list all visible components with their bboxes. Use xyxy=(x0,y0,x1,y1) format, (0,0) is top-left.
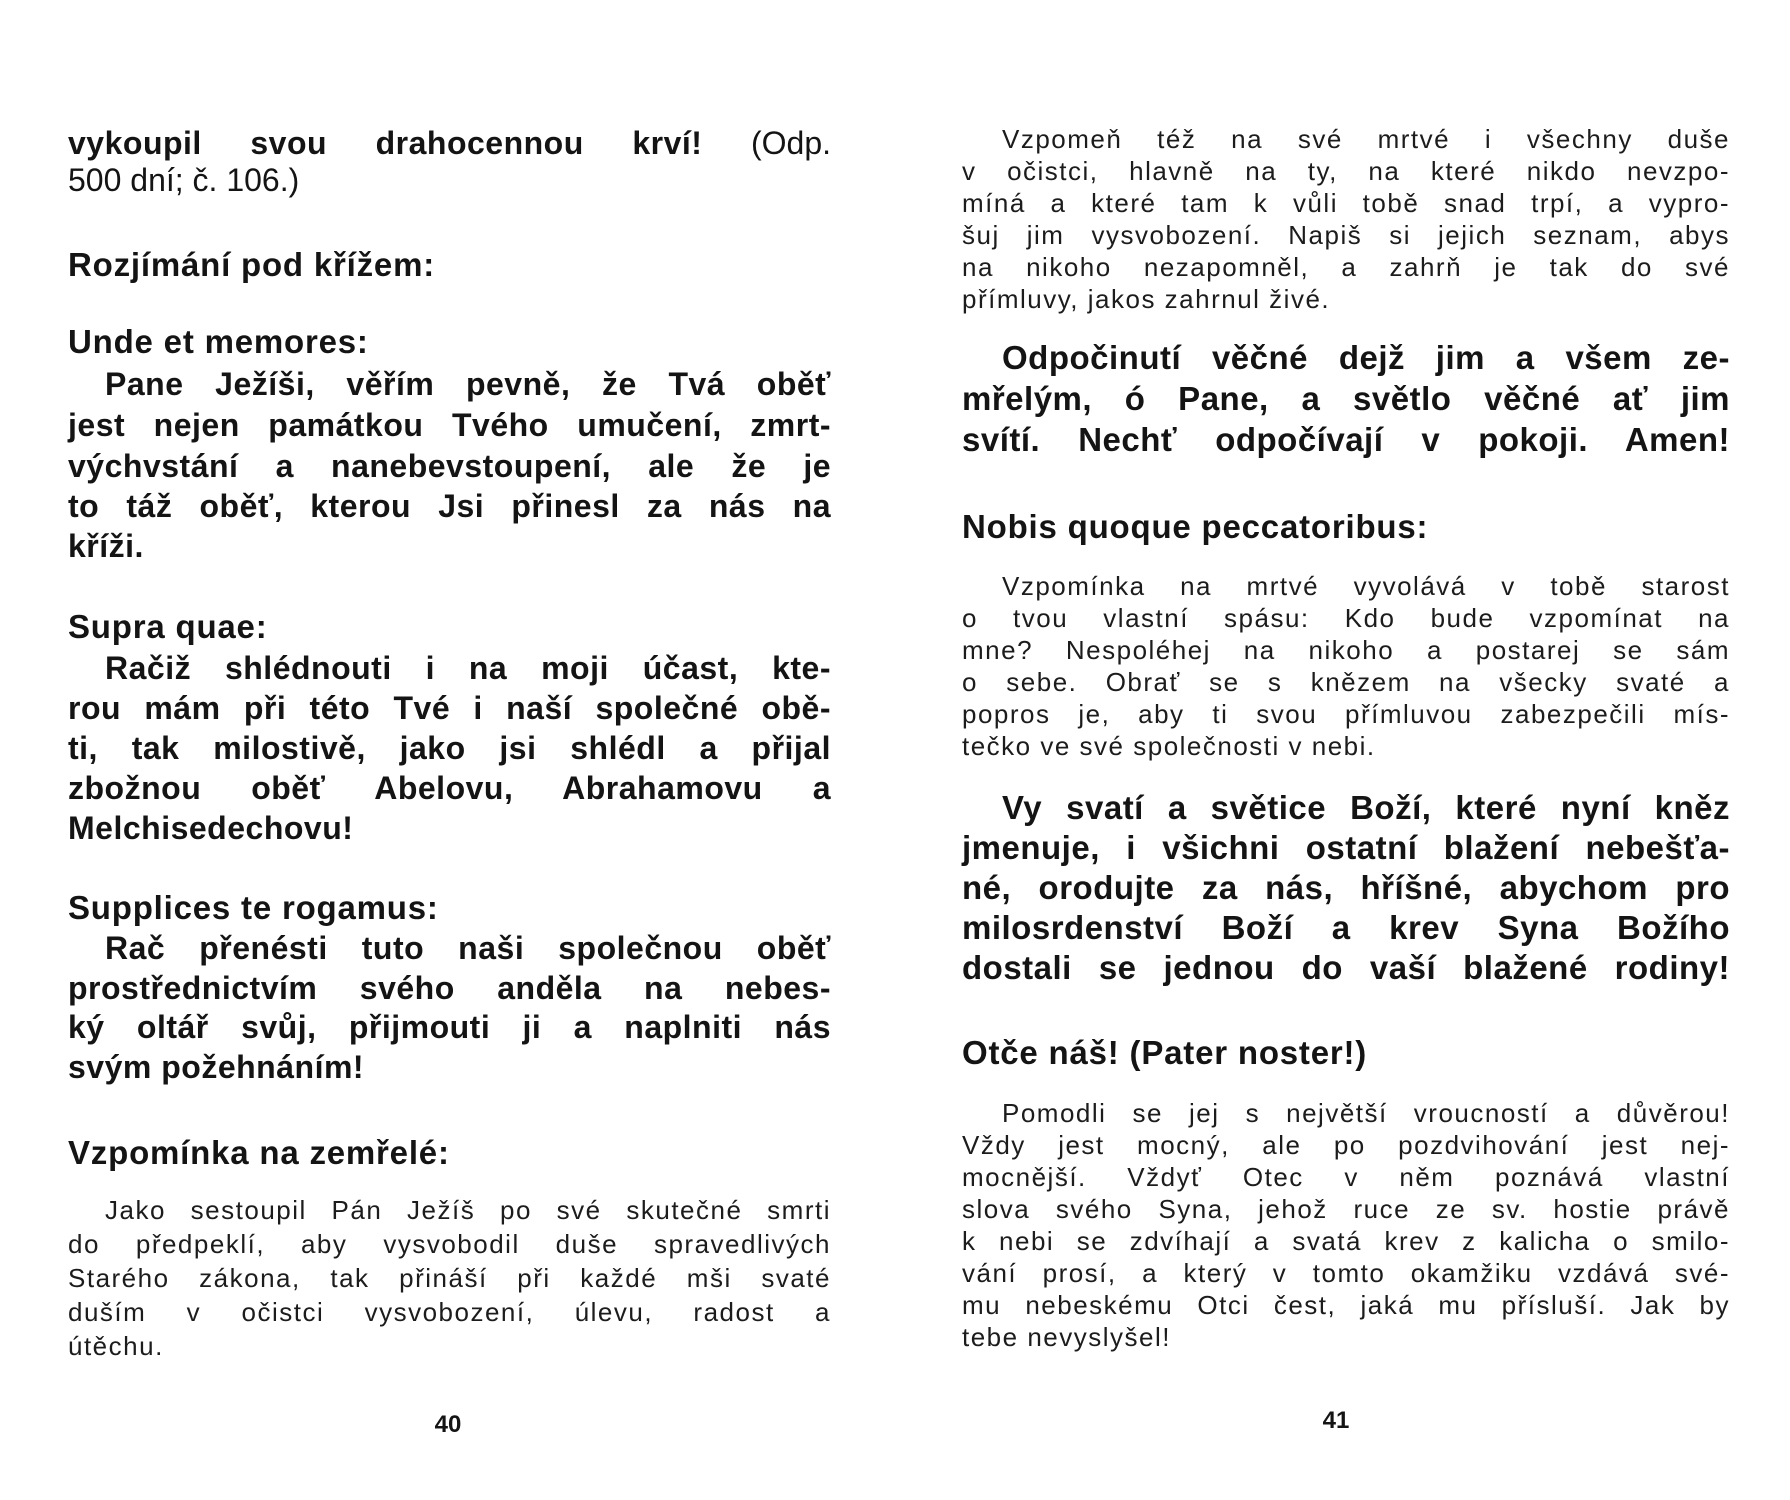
text-line: míná a které tam k vůli tobě snad trpí, a vypro- xyxy=(962,188,1730,218)
prayer-line: dostali se jednou do vaší blažené rodiny! xyxy=(962,949,1730,986)
text-bold: vykoupil svou drahocennou krví! xyxy=(68,125,703,161)
section-heading: Supplices te rogamus: xyxy=(68,889,439,926)
text-line: o tvou vlastní spásu: Kdo bude vzpomínat na xyxy=(962,603,1730,633)
section-heading: Otče náš! (Pater noster!) xyxy=(962,1034,1368,1071)
section-heading: Nobis quoque peccatoribus: xyxy=(962,508,1429,545)
prayer-line: rou mám při této Tvé i naší společné obě- xyxy=(68,690,831,726)
section-heading: Vzpomínka na zemřelé: xyxy=(68,1134,450,1171)
text-line: popros je, aby ti svou přímluvou zabezpečili mís- xyxy=(962,699,1730,729)
prayer-line: Melchisedechovu! xyxy=(68,810,354,846)
prayer-line: prostřednictvím svého anděla na nebes- xyxy=(68,970,831,1006)
text-line: vání prosí, a který v tomto okamžiku vzdává své- xyxy=(962,1258,1730,1288)
text-line: o sebe. Obrať se s knězem na všecky svaté a xyxy=(962,667,1730,697)
text-line: Vzpomínka na mrtvé vyvolává v tobě starost xyxy=(1002,571,1730,601)
text-line: Pomodli se jej s největší vroucností a důvěrou! xyxy=(1002,1098,1730,1128)
text-line: v očistci, hlavně na ty, na které nikdo nevzpo- xyxy=(962,156,1730,186)
prayer-line: výchvstání a nanebevstoupení, ale že je xyxy=(68,448,831,484)
prayer-line: mřelým, ó Pane, a světlo věčné ať jim xyxy=(962,380,1730,417)
prayer-line: kříži. xyxy=(68,528,144,564)
text-line: duším v očistci vysvobození, úlevu, radost a xyxy=(68,1297,831,1327)
prayer-line: Vy svatí a světice Boží, které nyní kněz xyxy=(1002,789,1730,826)
page-right xyxy=(962,0,1730,1500)
text-line: na nikoho nezapomněl, a zahrň je tak do své xyxy=(962,252,1730,282)
text-line: přímluvy, jakos zahrnul živé. xyxy=(962,284,1331,314)
prayer-line: Odpočinutí věčné dejž jim a všem ze- xyxy=(1002,339,1730,376)
prayer-line: to táž oběť, kterou Jsi přinesl za nás na xyxy=(68,488,831,524)
prayer-line: ký oltář svůj, přijmouti ji a naplniti nás xyxy=(68,1009,831,1045)
prayer-line: jest nejen památkou Tvého umučení, zmrt- xyxy=(68,407,831,443)
text-line: slova svého Syna, jehož ruce ze sv. hostie právě xyxy=(962,1194,1730,1224)
prayer-line: milosrdenství Boží a krev Syna Božího xyxy=(962,909,1730,946)
prayer-line: ti, tak milostivě, jako jsi shlédl a přijal xyxy=(68,730,831,766)
prayer-line: jmenuje, i všichni ostatní blažení nebešťa- xyxy=(962,829,1730,866)
prayer-line: zbožnou oběť Abelovu, Abrahamovu a xyxy=(68,770,831,806)
text-line: Jako sestoupil Pán Ježíš po své skutečné smrti xyxy=(105,1195,831,1225)
prayer-line: Račiž shlédnouti i na moji účast, kte- xyxy=(105,650,831,686)
text-line: šuj jim vysvobození. Napiš si jejich seznam, abys xyxy=(962,220,1730,250)
prayer-line: Rač přenésti tuto naši společnou oběť xyxy=(105,930,831,966)
section-heading: Supra quae: xyxy=(68,608,268,645)
page-left xyxy=(68,0,831,1500)
text-line: mu nebeskému Otci čest, jaká mu přísluší. Jak by xyxy=(962,1290,1730,1320)
section-heading: Rozjímání pod křížem: xyxy=(68,246,436,283)
section-heading: Unde et memores: xyxy=(68,323,369,360)
prayer-line: svítí. Nechť odpočívají v pokoji. Amen! xyxy=(962,421,1730,458)
page-number: 41 xyxy=(1322,1407,1350,1434)
text-line: tebe nevyslyšel! xyxy=(962,1322,1171,1352)
indulgence-note: 500 dní; č. 106.) xyxy=(68,162,300,198)
prayer-line: Pane Ježíši, věřím pevně, že Tvá oběť xyxy=(105,366,831,402)
text-line: útěchu. xyxy=(68,1331,164,1361)
page-number: 40 xyxy=(434,1411,462,1438)
prayer-line: né, orodujte za nás, hříšné, abychom pro xyxy=(962,869,1730,906)
text-line: mocnější. Vždyť Otec v něm poznává vlastní xyxy=(962,1162,1730,1192)
prayer-line: svým požehnáním! xyxy=(68,1049,365,1085)
text-line: Vzpomeň též na své mrtvé i všechny duše xyxy=(1002,124,1730,154)
text-line: mne? Nespoléhej na nikoho a postarej se sám xyxy=(962,635,1730,665)
indulgence-note: (Odp. xyxy=(750,125,832,161)
text-line: Starého zákona, tak přináší při každé mši svaté xyxy=(68,1263,831,1293)
text-line: do předpeklí, aby vysvobodil duše spravedlivých xyxy=(68,1229,831,1259)
text-line: k nebi se zdvíhají a svatá krev z kalicha o smilo- xyxy=(962,1226,1730,1256)
text-line: tečko ve své společnosti v nebi. xyxy=(962,731,1376,761)
text-line: Vždy jest mocný, ale po pozdvihování jest nej- xyxy=(962,1130,1730,1160)
text-line xyxy=(68,123,831,163)
